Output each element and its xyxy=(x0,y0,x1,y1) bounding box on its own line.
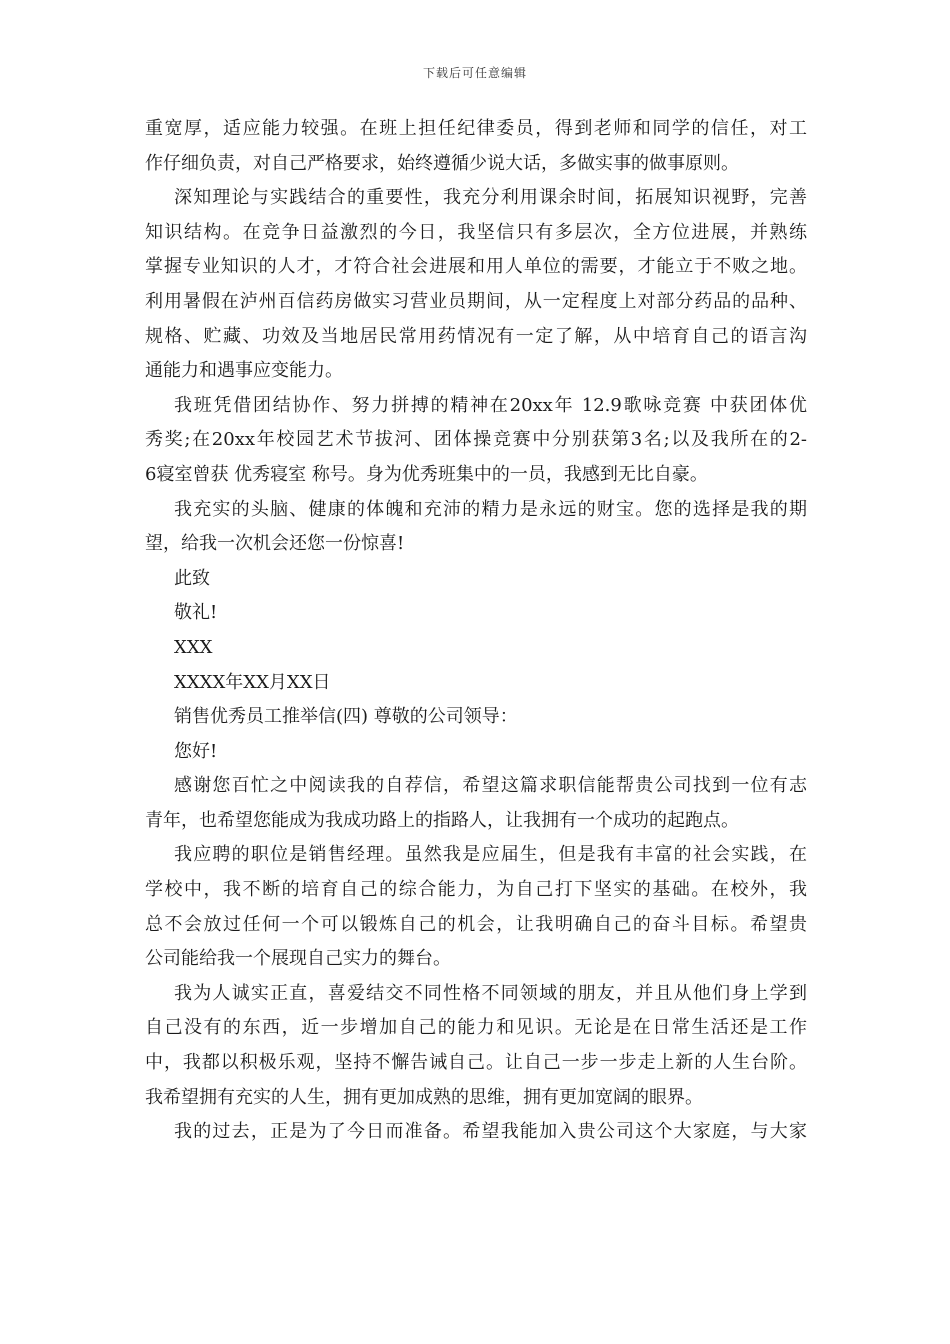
text-line: XXXX年XX月XX日 xyxy=(174,671,331,693)
text-line: 总不会放过任何一个可以锻炼自己的机会，让我明确自己的奋斗目标。希望贵 xyxy=(145,913,807,935)
text-line: 学校中，我不断的培育自己的综合能力，为自己打下坚实的基础。在校外，我 xyxy=(145,879,807,901)
text-line: 我的过去，正是为了今日而准备。希望我能加入贵公司这个大家庭，与大家 xyxy=(174,1121,807,1143)
text-line: 知识结构。在竞争日益激烈的今日，我坚信只有多层次，全方位进展，并熟练 xyxy=(145,221,807,243)
text-line: 我希望拥有充实的人生，拥有更加成熟的思维，拥有更加宽阔的眼界。 xyxy=(145,1086,703,1108)
text-line: 秀奖;在20xx年校园艺术节拔河、团体操竞赛中分别获第3名;以及我所在的2- xyxy=(145,429,807,451)
document-body xyxy=(145,112,807,1150)
text-line: 自己没有的东西，近一步增加自己的能力和见识。无论是在日常生活还是工作 xyxy=(145,1017,807,1039)
text-line: 重宽厚，适应能力较强。在班上担任纪律委员，得到老师和同学的信任，对工 xyxy=(145,118,807,139)
text-line: 您好! xyxy=(174,740,218,762)
text-line: 6寝室曾获 优秀寝室 称号。身为优秀班集中的一员，我感到无比自豪。 xyxy=(145,463,708,485)
text-line: 规格、贮藏、功效及当地居民常用药情况有一定了解，从中培育自己的语言沟 xyxy=(145,325,807,347)
text-line: 通能力和遇事应变能力。 xyxy=(145,360,343,382)
page-header: 下载后可任意编辑 xyxy=(422,66,527,80)
text-line: 深知理论与实践结合的重要性，我充分利用课余时间，拓展知识视野，完善 xyxy=(174,187,807,209)
text-line: 望，给我一次机会还您一份惊喜! xyxy=(145,533,405,555)
text-line: 我应聘的职位是销售经理。虽然我是应届生，但是我有丰富的社会实践，在 xyxy=(174,844,807,866)
text-line: XXX xyxy=(174,636,213,658)
text-line: 我为人诚实正直，喜爱结交不同性格不同领域的朋友，并且从他们身上学到 xyxy=(174,982,807,1004)
text-line: 销售优秀员工推举信(四) 尊敬的公司领导： xyxy=(174,706,518,728)
text-line: 公司能给我一个展现自己实力的舞台。 xyxy=(145,948,451,970)
text-line: 中，我都以积极乐观，坚持不懈告诫自己。让自己一步一步走上新的人生台阶。 xyxy=(145,1052,807,1074)
text-line: 利用暑假在泸州百信药房做实习营业员期间，从一定程度上对部分药品的品种、 xyxy=(145,290,807,312)
text-line: 青年，也希望您能成为我成功路上的指路人，让我拥有一个成功的起跑点。 xyxy=(145,809,739,831)
text-line: 感谢您百忙之中阅读我的自荐信，希望这篇求职信能帮贵公司找到一位有志 xyxy=(174,775,807,797)
text-line: 我充实的头脑、健康的体魄和充沛的精力是永远的财宝。您的选择是我的期 xyxy=(174,498,807,520)
text-line: 敬礼! xyxy=(174,602,218,624)
text-line: 作仔细负责，对自己严格要求，始终遵循少说大话，多做实事的做事原则。 xyxy=(145,152,739,174)
text-line: 此致 xyxy=(174,567,210,589)
text-line: 掌握专业知识的人才，才符合社会进展和用人单位的需要，才能立于不败之地。 xyxy=(145,256,807,278)
text-line: 我班凭借团结协作、努力拼搏的精神在20xx年 12.9歌咏竞赛 中获团体优 xyxy=(174,394,807,416)
